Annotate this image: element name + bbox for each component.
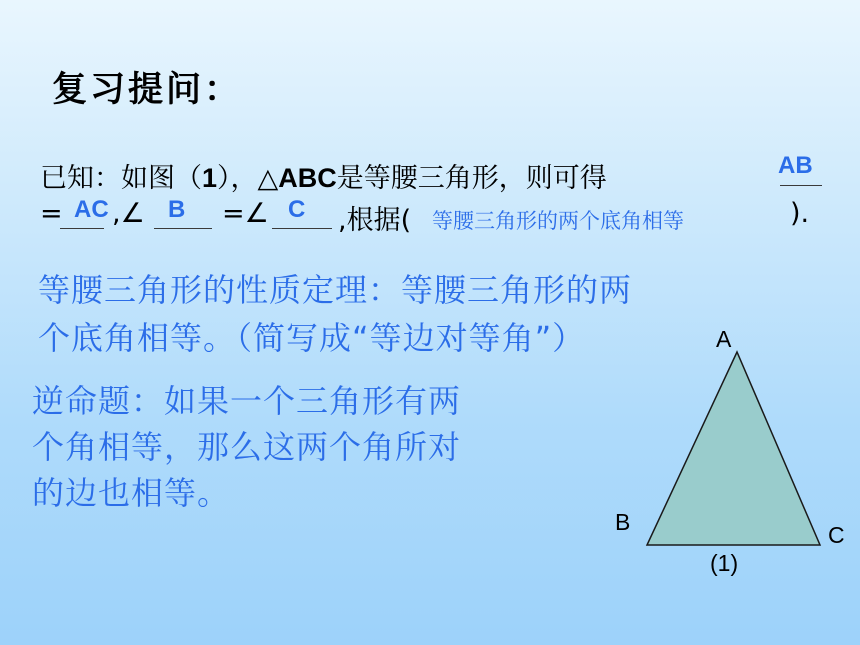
converse-line-1: 逆命题：如果一个三角形有两	[32, 382, 462, 420]
known-comma-angle: ,∠	[112, 198, 145, 229]
known-eq-angle: =∠	[222, 198, 269, 229]
vertex-label-a: A	[716, 326, 732, 352]
answer-b: B	[168, 196, 186, 223]
theorem-line-1: 等腰三角形的性质定理：等腰三角形的两	[38, 271, 633, 309]
figure-number: 1	[202, 163, 218, 193]
known-basis-close: ).	[790, 198, 810, 229]
answer-ab: AB	[778, 152, 813, 179]
figure-caption: (1)	[710, 550, 739, 576]
vertex-label-b: B	[615, 509, 631, 535]
vertex-label-c: C	[828, 522, 845, 548]
known-eq1: =	[40, 198, 63, 229]
known-suffix: 是等腰三角形，则可得	[336, 163, 607, 194]
answer-reason: 等腰三角形的两个底角相等	[432, 209, 684, 233]
known-prefix: 已知：如图（	[40, 163, 202, 194]
known-basis-open: ,根据(	[338, 205, 412, 236]
page-title: 复习提问：	[52, 70, 243, 110]
isosceles-triangle	[647, 352, 820, 545]
answer-c: C	[288, 196, 306, 223]
converse-line-2: 个角相等，那么这两个角所对	[32, 428, 462, 466]
triangle-name: ABC	[278, 163, 337, 193]
answer-ac: AC	[74, 196, 109, 223]
theorem-line-2: 个底角相等。（简写成“等边对等角”）	[38, 319, 586, 357]
known-mid: ），△	[217, 163, 279, 194]
converse-line-3: 的边也相等。	[32, 474, 231, 512]
